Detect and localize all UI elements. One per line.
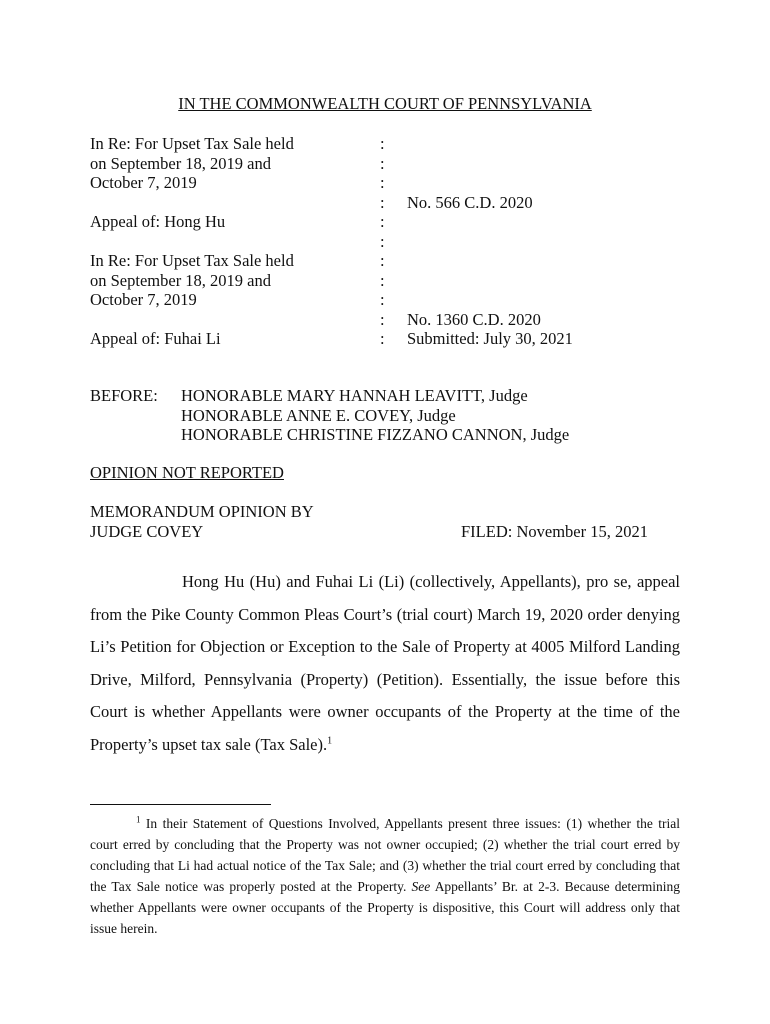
before-label: BEFORE: [90,386,158,405]
caption-left-line [90,310,380,330]
caption-colon: : [380,251,385,270]
caption-colon: : [380,212,385,231]
footnote-divider [90,804,271,805]
caption-right-line [407,271,707,291]
docket-number-1: No. 566 C.D. 2020 [407,192,533,212]
caption-colon: : [380,231,385,251]
submitted-date: Submitted: July 30, 2021 [407,329,573,348]
caption-colon-column [380,134,392,349]
caption-right-line [407,251,707,271]
caption-left-line: In Re: For Upset Tax Sale held [90,134,294,153]
court-title: IN THE COMMONWEALTH COURT OF PENNSYLVANIA [178,94,592,113]
filed-date: FILED: November 15, 2021 [461,522,648,541]
caption-left-line: on September 18, 2019 and [90,153,272,173]
caption-colon: : [380,290,385,309]
caption-left-line [90,193,380,213]
judge-name: HONORABLE CHRISTINE FIZZANO CANNON, Judge [181,425,570,444]
caption-left-line: Appeal of: Hong Hu [90,212,226,231]
footnote [90,813,680,939]
caption-colon: : [380,329,385,348]
opinion-paragraph: Hong Hu (Hu) and Fuhai Li (Li) (collectively, Appellants), pro se, appeal from the Pike County Common Pleas Court’s (trial court) March 19, 2020 order denying Li’s Petition for Objection or Exception to the Sale of Property at 4005 Milford Landing Drive, Milford, Pennsylvania (Property) (Petition). Essentially, the issue before this Court is whether Appellants were owner occupants of the Property at the time of the Property’s upset tax sale (Tax Sale). [90,572,680,754]
caption-colon: : [380,134,385,153]
caption-colon: : [380,309,385,329]
caption-right-line [407,173,707,193]
judge-name: HONORABLE MARY HANNAH LEAVITT, Judge [181,386,528,405]
caption-left-line: on September 18, 2019 and [90,270,272,290]
caption-left-line: In Re: For Upset Tax Sale held [90,251,294,270]
caption-right-line [407,154,707,174]
caption-colon: : [380,173,385,192]
judge-name: HONORABLE ANNE E. COVEY, Judge [181,405,456,425]
caption-colon: : [380,270,385,290]
caption-colon: : [380,192,385,212]
caption-colon: : [380,153,385,173]
opinion-body [90,566,680,762]
caption-left-line: October 7, 2019 [90,290,197,309]
footnote-text-continued: Appellants’ Br. at 2-3. Because determining whether Appellants were owner occupants of the Property is dispositive, this Court will address only that issue herein. [90,879,681,936]
memorandum-heading [90,502,314,541]
footnote-signal: See [411,879,431,894]
footnote-reference[interactable]: 1 [327,735,333,747]
caption-parties [90,134,380,349]
docket-number-2: No. 1360 C.D. 2020 [407,309,541,329]
caption-right-line [407,232,707,252]
caption-left-line [90,232,380,252]
caption-right-line [407,134,707,154]
panel-judges [181,386,569,445]
footnote-text: In their Statement of Questions Involved, Appellants present three issues: (1) whether the trial court erred by concluding that the Property was not owner occupied; (2) whether the trial court erred by concluding that Li had actual notice of the Tax Sale; and (3) whether the trial court erred by concluding that the Tax Sale notice was properly posted at the Property. [90,816,681,894]
caption-left-line: Appeal of: Fuhai Li [90,329,221,348]
caption-right-line [407,290,707,310]
footnote-number: 1 [136,814,141,825]
caption-right-line [407,212,707,232]
caption-left-line: October 7, 2019 [90,173,197,192]
caption-docket [407,134,707,349]
memorandum-line: MEMORANDUM OPINION BY [90,502,314,521]
opinion-status: OPINION NOT REPORTED [90,463,284,482]
memorandum-author: JUDGE COVEY [90,521,204,541]
